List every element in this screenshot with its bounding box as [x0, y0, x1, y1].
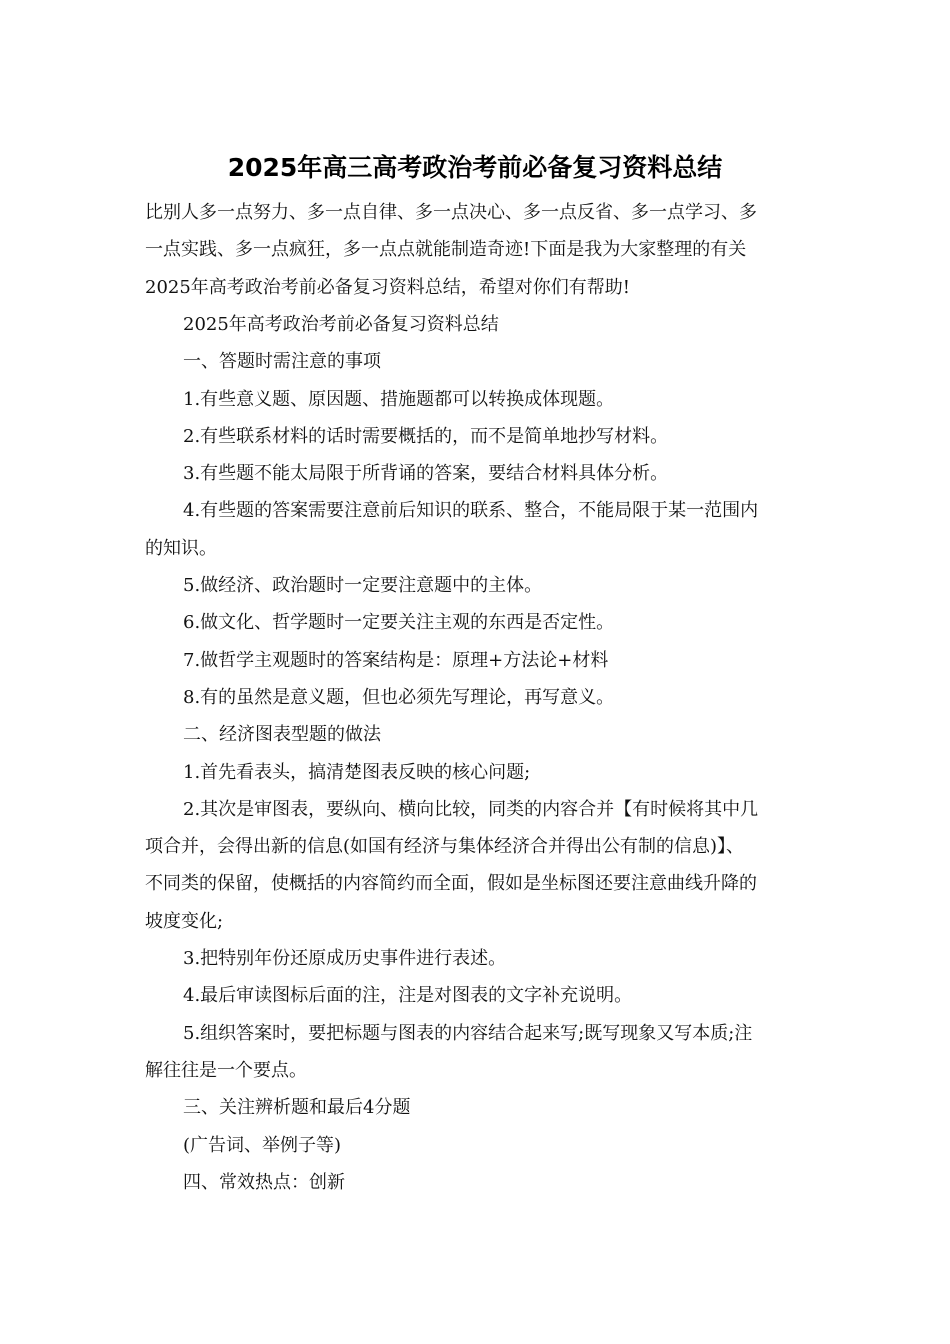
text-line: 5.组织答案时，要把标题与图表的内容结合起来写;既写现象又写本质;注 — [183, 1022, 753, 1044]
text-line: 三、关注辨析题和最后4分题 — [183, 1097, 411, 1119]
text-line: 2.有些联系材料的话时需要概括的，而不是简单地抄写材料。 — [183, 425, 669, 447]
text-line: 7.做哲学主观题时的答案结构是：原理+方法论+材料 — [183, 649, 609, 671]
text-line: 解往往是一个要点。 — [145, 1059, 307, 1081]
text-line: 坡度变化; — [145, 910, 224, 932]
text-line: 比别人多一点努力、多一点自律、多一点决心、多一点反省、多一点学习、多 — [145, 202, 757, 223]
text-line: 2025年高考政治考前必备复习资料总结 — [183, 313, 499, 335]
text-line: 一点实践、多一点疯狂，多一点点就能制造奇迹!下面是我为大家整理的有关 — [145, 239, 747, 261]
text-line: 8.有的虽然是意义题，但也必须先写理论，再写意义。 — [183, 686, 615, 708]
text-line: 不同类的保留，使概括的内容简约而全面，假如是坐标图还要注意曲线升降的 — [145, 873, 757, 895]
text-line: 5.做经济、政治题时一定要注意题中的主体。 — [183, 575, 543, 596]
text-line: 3.有些题不能太局限于所背诵的答案，要结合材料具体分析。 — [183, 463, 669, 485]
text-line: 4.有些题的答案需要注意前后知识的联系、整合，不能局限于某一范围内 — [183, 500, 759, 522]
text-line: 3.把特别年份还原成历史事件进行表述。 — [183, 948, 507, 969]
text-line: 二、经济图表型题的做法 — [183, 724, 381, 746]
text-line: 一、答题时需注意的事项 — [183, 351, 381, 373]
text-line: 2025年高考政治考前必备复习资料总结，希望对你们有帮助! — [145, 276, 631, 298]
text-line: 6.做文化、哲学题时一定要关注主观的东西是否定性。 — [183, 612, 615, 634]
text-line: 1.首先看表头，搞清楚图表反映的核心问题; — [183, 761, 531, 783]
text-line: 1.有些意义题、原因题、措施题都可以转换成体现题。 — [183, 388, 615, 410]
text-line: 的知识。 — [145, 537, 217, 559]
text-line: 四、常效热点：创新 — [183, 1171, 345, 1193]
text-line: 4.最后审读图标后面的注，注是对图表的文字补充说明。 — [183, 985, 633, 1007]
text-line: 项合并，会得出新的信息(如国有经济与集体经济合并得出公有制的信息)】、 — [145, 836, 745, 858]
text-line: (广告词、举例子等) — [183, 1134, 342, 1156]
text-line: 2.其次是审图表，要纵向、横向比较，同类的内容合并【有时候将其中几 — [183, 798, 759, 820]
document-title: 2025年高三高考政治考前必备复习资料总结 — [227, 153, 723, 182]
